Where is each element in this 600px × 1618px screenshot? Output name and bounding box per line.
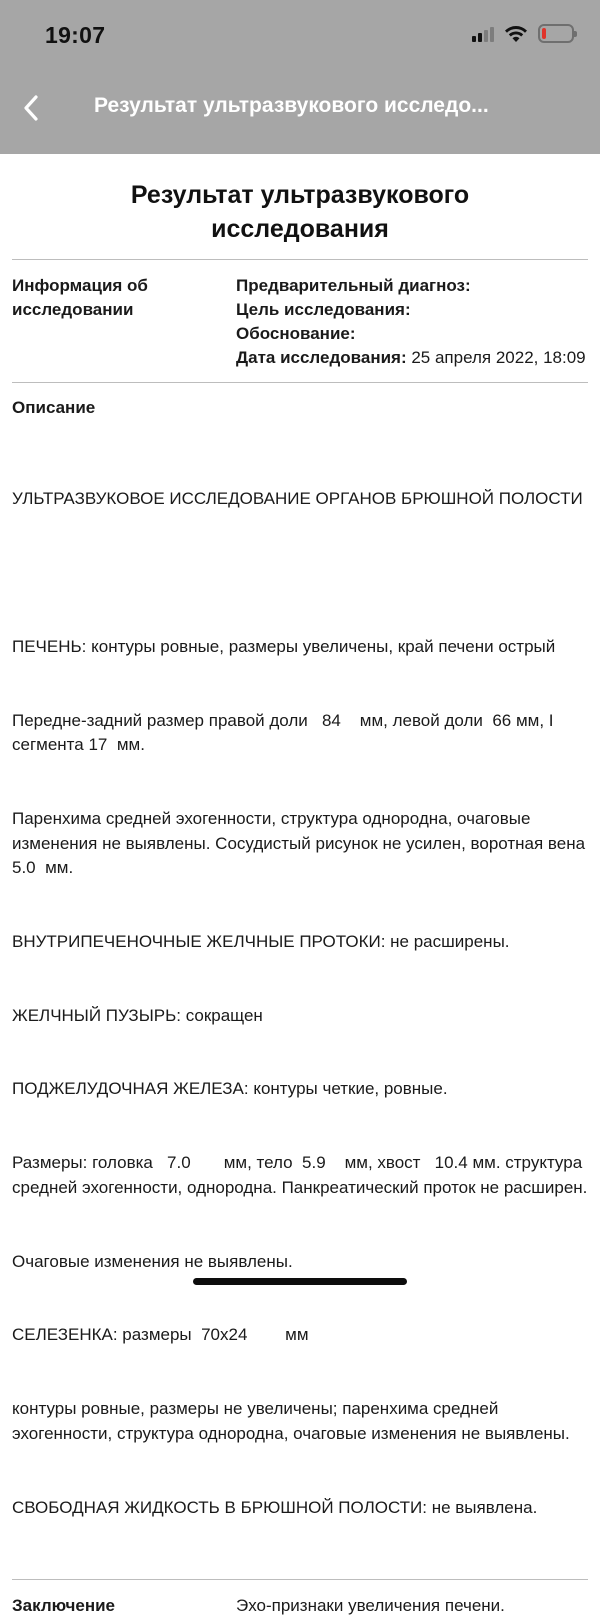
battery-low-icon: [538, 24, 574, 43]
document-title: Результат ультразвукового исследования: [130, 181, 470, 243]
description-line: СЕЛЕЗЕНКА: размеры 70x24 мм: [12, 1325, 309, 1345]
description-line: СВОБОДНАЯ ЖИДКОСТЬ В БРЮШНОЙ ПОЛОСТИ: не выявлена.: [12, 1497, 538, 1517]
app-header: [0, 0, 600, 154]
nav-title: Результат ультразвукового исследо...: [94, 94, 489, 117]
description-line: ВНУТРИПЕЧЕНОЧНЫЕ ЖЕЛЧНЫЕ ПРОТОКИ: не расширены.: [12, 931, 510, 951]
description-line: Очаговые изменения не выявлены.: [12, 1251, 293, 1271]
study-info-fields: [236, 274, 588, 370]
description-text: [12, 438, 595, 1569]
wifi-icon: [504, 25, 528, 43]
description-line: ЖЕЛЧНЫЙ ПУЗЫРЬ: сокращен: [12, 1005, 263, 1025]
description-line: УЛЬТРАЗВУКОВОЕ ИССЛЕДОВАНИЕ ОРГАНОВ БРЮШНОЙ ПОЛОСТИ: [12, 489, 583, 509]
cellular-signal-icon: [472, 26, 494, 42]
purpose-label: Цель исследования:: [236, 300, 411, 319]
study-date-value: 25 апреля 2022, 18:09: [406, 348, 586, 367]
description-line: контуры ровные, размеры не увеличены; паренхима средней эхогенности, структура однородна, очаговые изменения не выявлены.: [12, 1399, 570, 1443]
status-time: 19:07: [45, 22, 106, 48]
justification-label: Обоснование:: [236, 324, 356, 343]
home-indicator[interactable]: [193, 1278, 407, 1285]
description-line: Размеры: головка 7.0 мм, тело 5.9 мм, хвост 10.4 мм. структура средней эхогенности, однородна. Панкреатический проток не расширен.: [12, 1153, 588, 1197]
status-icons: [472, 24, 574, 43]
description-line: Паренхима средней эхогенности, структура однородна, очаговые изменения не выявлены. Сосудистый рисунок не усилен, воротная вена 5.0 мм.: [12, 808, 595, 878]
study-info-section: [12, 260, 588, 382]
chevron-left-icon[interactable]: [18, 92, 46, 124]
conclusion-label: Заключение: [12, 1596, 115, 1616]
conclusion-text: Эхо-признаки увеличения печени.: [236, 1596, 505, 1616]
prelim-diagnosis-label: Предварительный диагноз:: [236, 276, 471, 295]
study-date-label: Дата исследования:: [236, 348, 407, 367]
study-info-label: Информация об исследовании: [12, 276, 148, 319]
description-line: [12, 561, 588, 586]
description-line: Передне-задний размер правой доли 84 мм, левой доли 66 мм, I сегмента 17 мм.: [12, 710, 559, 755]
description-line: ПЕЧЕНЬ: контуры ровные, размеры увеличены, край печени острый: [12, 636, 556, 656]
description-line: ПОДЖЕЛУДОЧНАЯ ЖЕЛЕЗА: контуры четкие, ровные.: [12, 1079, 448, 1099]
result-document: [12, 178, 595, 1618]
description-label: Описание: [12, 398, 96, 417]
conclusion-section: [12, 1580, 588, 1618]
